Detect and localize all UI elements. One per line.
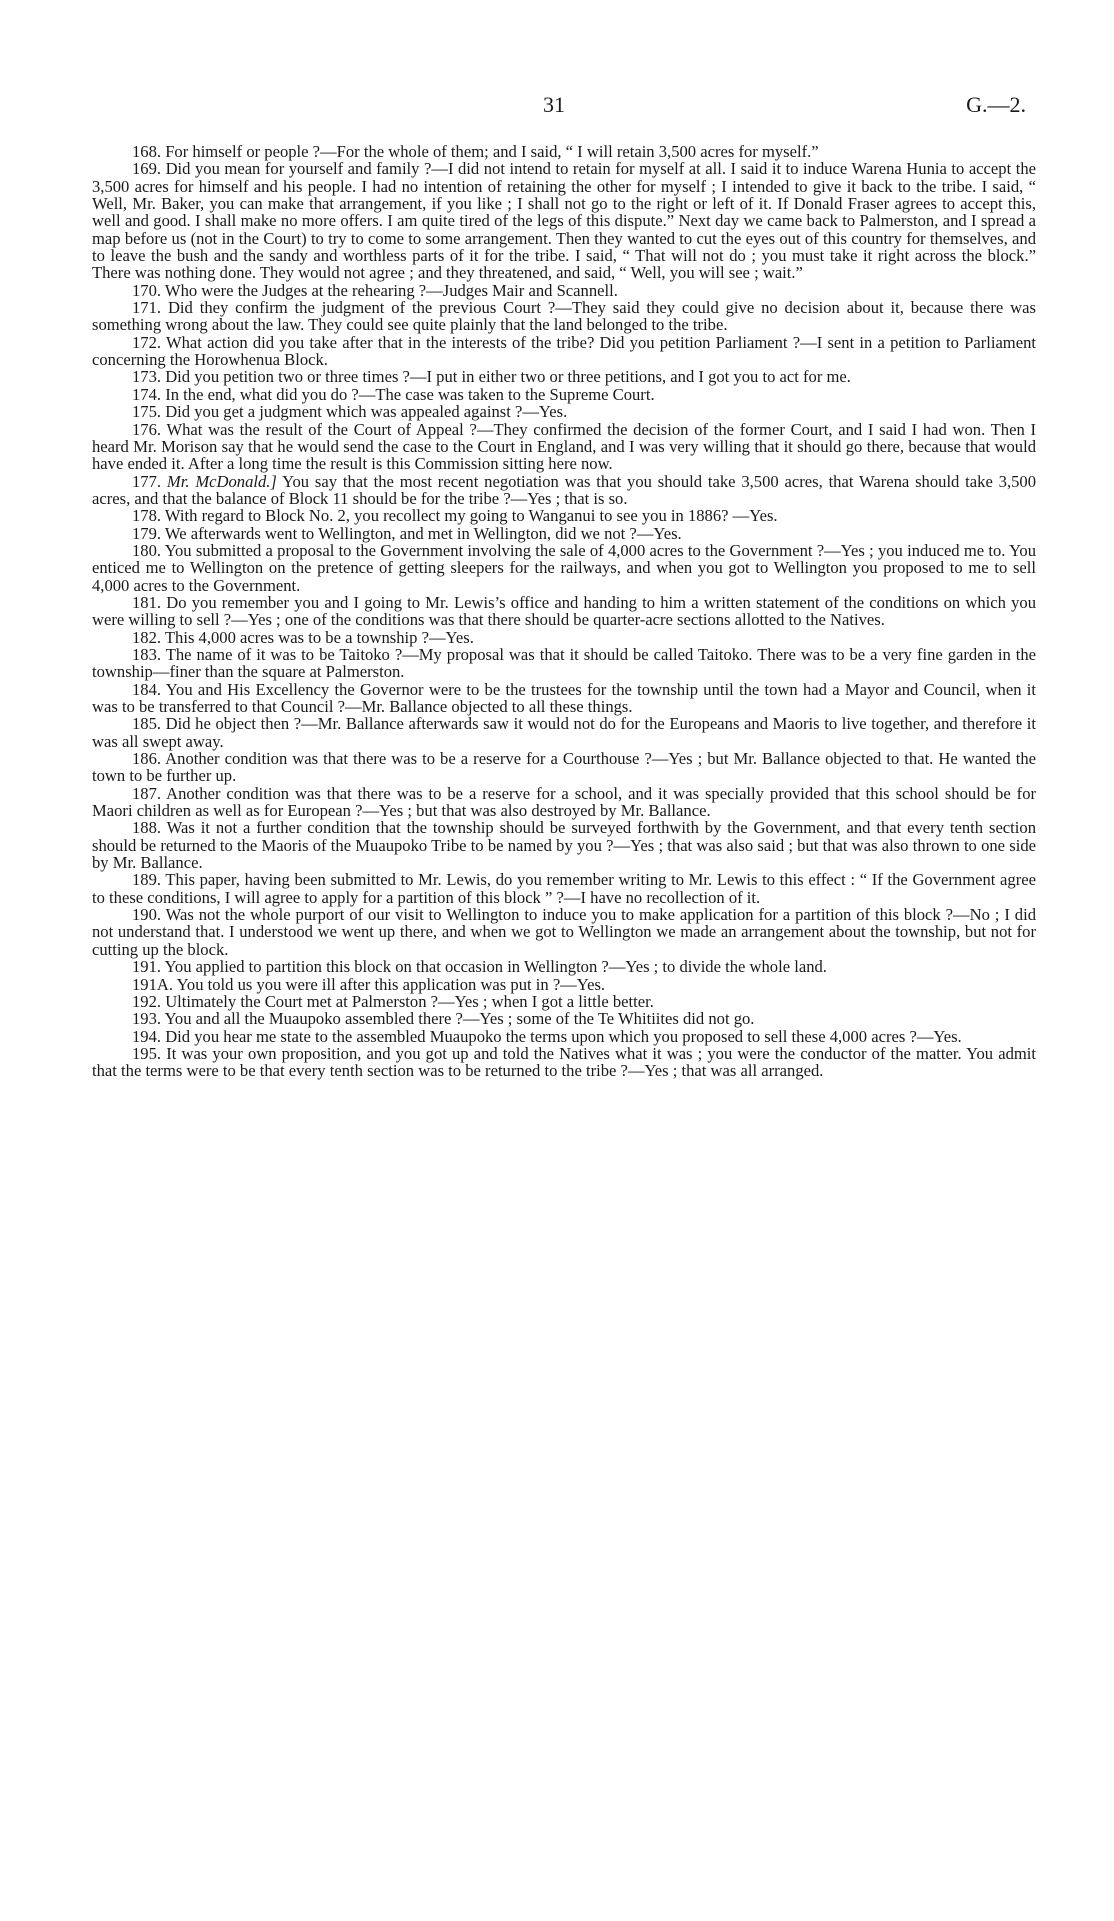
question-paragraph: [92, 143, 1036, 160]
paragraph-number: 189.: [132, 870, 162, 890]
question-paragraph: [92, 368, 1036, 385]
paragraph-text: With regard to Block No. 2, you recollect my going to Wanganui to see you in 1886? —Yes.: [164, 506, 778, 526]
question-paragraph: [92, 403, 1036, 420]
paragraph-number: 195.: [132, 1043, 162, 1063]
paragraph-number: 182.: [132, 627, 162, 647]
paragraph-number: 173.: [132, 367, 162, 387]
question-paragraph: [92, 299, 1036, 334]
question-paragraph: [92, 160, 1036, 281]
paragraph-text: Did you get a judgment which was appealed against ?—Yes.: [165, 402, 568, 422]
paragraph-text: Another condition was that there was to be a reserve for a school, and it was specially provided that this school should be for Maori children as well as for European ?—Yes ; but that was also destroyed by Mr. Ballance.: [92, 783, 1037, 821]
paragraph-number: 175.: [132, 402, 162, 422]
question-paragraph: [92, 594, 1036, 629]
paragraph-number: 172.: [132, 332, 162, 352]
paragraph-number: 170.: [132, 280, 162, 300]
paragraph-text: Ultimately the Court met at Palmerston ?—Yes ; when I got a little better.: [165, 991, 654, 1011]
question-paragraph: [92, 958, 1036, 975]
paragraph-text: Did you petition two or three times ?—I put in either two or three petitions, and I got you to act for me.: [165, 367, 851, 387]
paragraph-number: 176.: [132, 419, 162, 439]
paragraph-number: 178.: [132, 506, 162, 526]
paragraph-text: Another condition was that there was to be a reserve for a Courthouse ?—Yes ; but Mr. Ballance objected to that. He wanted the town to be further up.: [92, 749, 1036, 786]
paragraph-text: Do you remember you and I going to Mr. Lewis’s office and handing to him a written statement of the conditions on which you were willing to sell ?—Yes ; one of the conditions was that there should be quarter-acre sections allotted to the Natives.: [92, 592, 1037, 630]
question-paragraph: [92, 525, 1036, 542]
paragraph-text: You and His Excellency the Governor were to be the trustees for the township until the town had a Mayor and Council, when it was to be transferred to that Council ?—Mr. Ballance objected to all these things.: [92, 679, 1036, 716]
paragraph-text: This 4,000 acres was to be a township ?—Yes.: [164, 627, 474, 647]
question-paragraph: [92, 681, 1036, 716]
question-paragraph: [92, 750, 1036, 785]
question-paragraph: [92, 386, 1036, 403]
paragraph-number: 194.: [132, 1026, 162, 1046]
paragraph-text: What was the result of the Court of Appeal ?—They confirmed the decision of the former Court, and I said I had won. Then I heard Mr. Morison say that he would send the case to the Court in England, and I was very willing that it should go there, because that would have ended it. After a long time the result is this Commission sitting here now.: [92, 419, 1036, 474]
paragraph-number: 186.: [132, 749, 162, 769]
page-header: [0, 92, 1114, 122]
question-paragraph: [92, 646, 1036, 681]
paragraph-text: What action did you take after that in the interests of the tribe? Did you petition Parliament ?—I sent in a petition to Parliament concerning the Horowhenua Block.: [92, 332, 1036, 370]
paragraph-number: 168.: [132, 142, 162, 161]
question-paragraph: [92, 976, 1036, 993]
paragraph-text: Did he object then ?—Mr. Ballance afterwards saw it would not do for the Europeans and Maoris to live together, and therefore it was all swept away.: [92, 714, 1036, 751]
paragraph-number: 192.: [132, 991, 162, 1011]
page-number: 31: [543, 92, 565, 117]
paragraph-text: Did you hear me state to the assembled Muaupoko the terms upon which you proposed to sell these 4,000 acres ?—Yes.: [165, 1026, 962, 1046]
paragraph-number: 177.: [132, 471, 162, 491]
paragraph-text: You applied to partition this block on that occasion in Wellington ?—Yes ; to divide the whole land.: [164, 957, 827, 977]
paragraph-text: This paper, having been submitted to Mr. Lewis, do you remember writing to Mr. Lewis to this effect : “ If the Government agree to these conditions, I will agree to apply for a partition of this block ” ?—I have no recollection of it.: [92, 870, 1036, 907]
paragraph-number: 181.: [132, 592, 162, 612]
paragraph-text: In the end, what did you do ?—The case was taken to the Supreme Court.: [165, 384, 655, 404]
question-paragraph: [92, 542, 1036, 594]
paragraph-number: 188.: [132, 818, 162, 838]
paragraph-number: 191.: [132, 957, 162, 977]
paragraph-text: For himself or people ?—For the whole of them; and I said, “ I will retain 3,500 acres for myself.”: [165, 142, 819, 161]
paragraph-number: 179.: [132, 523, 162, 543]
question-paragraph: [92, 871, 1036, 906]
paragraph-text: You submitted a proposal to the Government involving the sale of 4,000 acres to the Government ?—Yes ; you induced me to. You enticed me to Wellington on the pretence of getting sleepers for the railways, and when you got to Wellington you proposed to me to sell 4,000 acres to the Government.: [92, 540, 1036, 595]
question-paragraph: [92, 334, 1036, 369]
question-paragraph: [92, 1045, 1036, 1080]
question-paragraph: [92, 785, 1036, 820]
paragraph-text: You and all the Muaupoko assembled there ?—Yes ; some of the Te Whitiites did not go.: [164, 1009, 755, 1029]
question-paragraph: [92, 1028, 1036, 1045]
paragraph-text: Did they confirm the judgment of the previous Court ?—They said they could give no decision about it, because there was something wrong about the law. They could see quite plainly that the land belonged to the tribe.: [92, 298, 1036, 335]
paragraph-text: Was not the whole purport of our visit to Wellington to induce you to make application for a partition of this block ?—No ; I did not understand that. I understood we went up there, and when we got to Wellington we made an arrangement about the township, but not for cutting up the block.: [92, 905, 1036, 959]
document-reference: G.—2.: [966, 92, 1026, 117]
question-paragraph: [92, 282, 1036, 299]
paragraph-number: 190.: [132, 905, 162, 925]
paragraph-text: Who were the Judges at the rehearing ?—Judges Mair and Scannell.: [164, 280, 618, 300]
paragraph-text: You told us you were ill after this application was put in ?—Yes.: [176, 974, 606, 994]
paragraph-text: Did you mean for yourself and family ?—I did not intend to retain for myself at all. I said it to induce Warena Hunia to accept the 3,500 acres for himself and his people. I had no intention of retaining the other for myself ; I intended to give it back to the tribe. I said, “ Well, Mr. Baker, you can make that arrangement, if you like ; I shall not go to the right or left of it. If Donald Fraser agrees to accept this, well and good. I shall make no more offers. I am quite tired of the legs of this dispute.” Next day we came back to Palmerston, and I spread a map before us (not in the Court) to try to come to some arrangement. Then they wanted to cut the eyes out of this country for themselves, and to leave the bush and the sandy and worthless parts of it for the tribe. I said, “ That will not do ; you must take it right across the block.” There was nothing done. They would not agree ; and they threatened, and said, “ Well, you will see ; wait.”: [92, 159, 1036, 283]
paragraph-number: 174.: [132, 384, 162, 404]
paragraph-text: We afterwards went to Wellington, and met in Wellington, did we not ?—Yes.: [164, 523, 682, 543]
paragraph-number: 191A.: [132, 974, 174, 994]
paragraph-number: 184.: [132, 679, 162, 699]
paragraph-text: Was it not a further condition that the township should be surveyed forthwith by the Government, and that every tenth section should be returned to the Maoris of the Muaupoko Tribe to be named by you ?—Yes ; that was also said ; but that was also thrown to one side by Mr. Ballance.: [92, 818, 1036, 873]
paragraph-number: 180.: [132, 540, 162, 560]
question-paragraph: [92, 473, 1036, 508]
speaker-label: Mr. McDonald.]: [166, 471, 277, 491]
document-body: [92, 143, 1036, 1080]
paragraph-text: It was your own proposition, and you got up and told the Natives what it was ; you were the conductor of the matter. You admit that the terms were to be that every tenth section was to be returned to the tribe ?—Yes ; that was all arranged.: [92, 1043, 1037, 1081]
paragraph-text: The name of it was to be Taitoko ?—My proposal was that it should be called Taitoko. There was to be a very fine garden in the township—finer than the square at Palmerston.: [92, 644, 1036, 682]
question-paragraph: [92, 715, 1036, 750]
paragraph-number: 183.: [132, 644, 162, 664]
paragraph-number: 193.: [132, 1009, 162, 1029]
paragraph-number: 169.: [132, 159, 162, 179]
question-paragraph: [92, 1010, 1036, 1027]
question-paragraph: [92, 993, 1036, 1010]
question-paragraph: [92, 507, 1036, 524]
question-paragraph: [92, 906, 1036, 958]
paragraph-number: 171.: [132, 298, 162, 318]
question-paragraph: [92, 819, 1036, 871]
question-paragraph: [92, 421, 1036, 473]
paragraph-text: You say that the most recent negotiation was that you should take 3,500 acres, that Warena should take 3,500 acres, and that the balance of Block 11 should be for the tribe ?—Yes ; that is so.: [92, 471, 1036, 508]
paragraph-number: 187.: [132, 783, 162, 803]
question-paragraph: [92, 629, 1036, 646]
paragraph-number: 185.: [132, 714, 162, 734]
